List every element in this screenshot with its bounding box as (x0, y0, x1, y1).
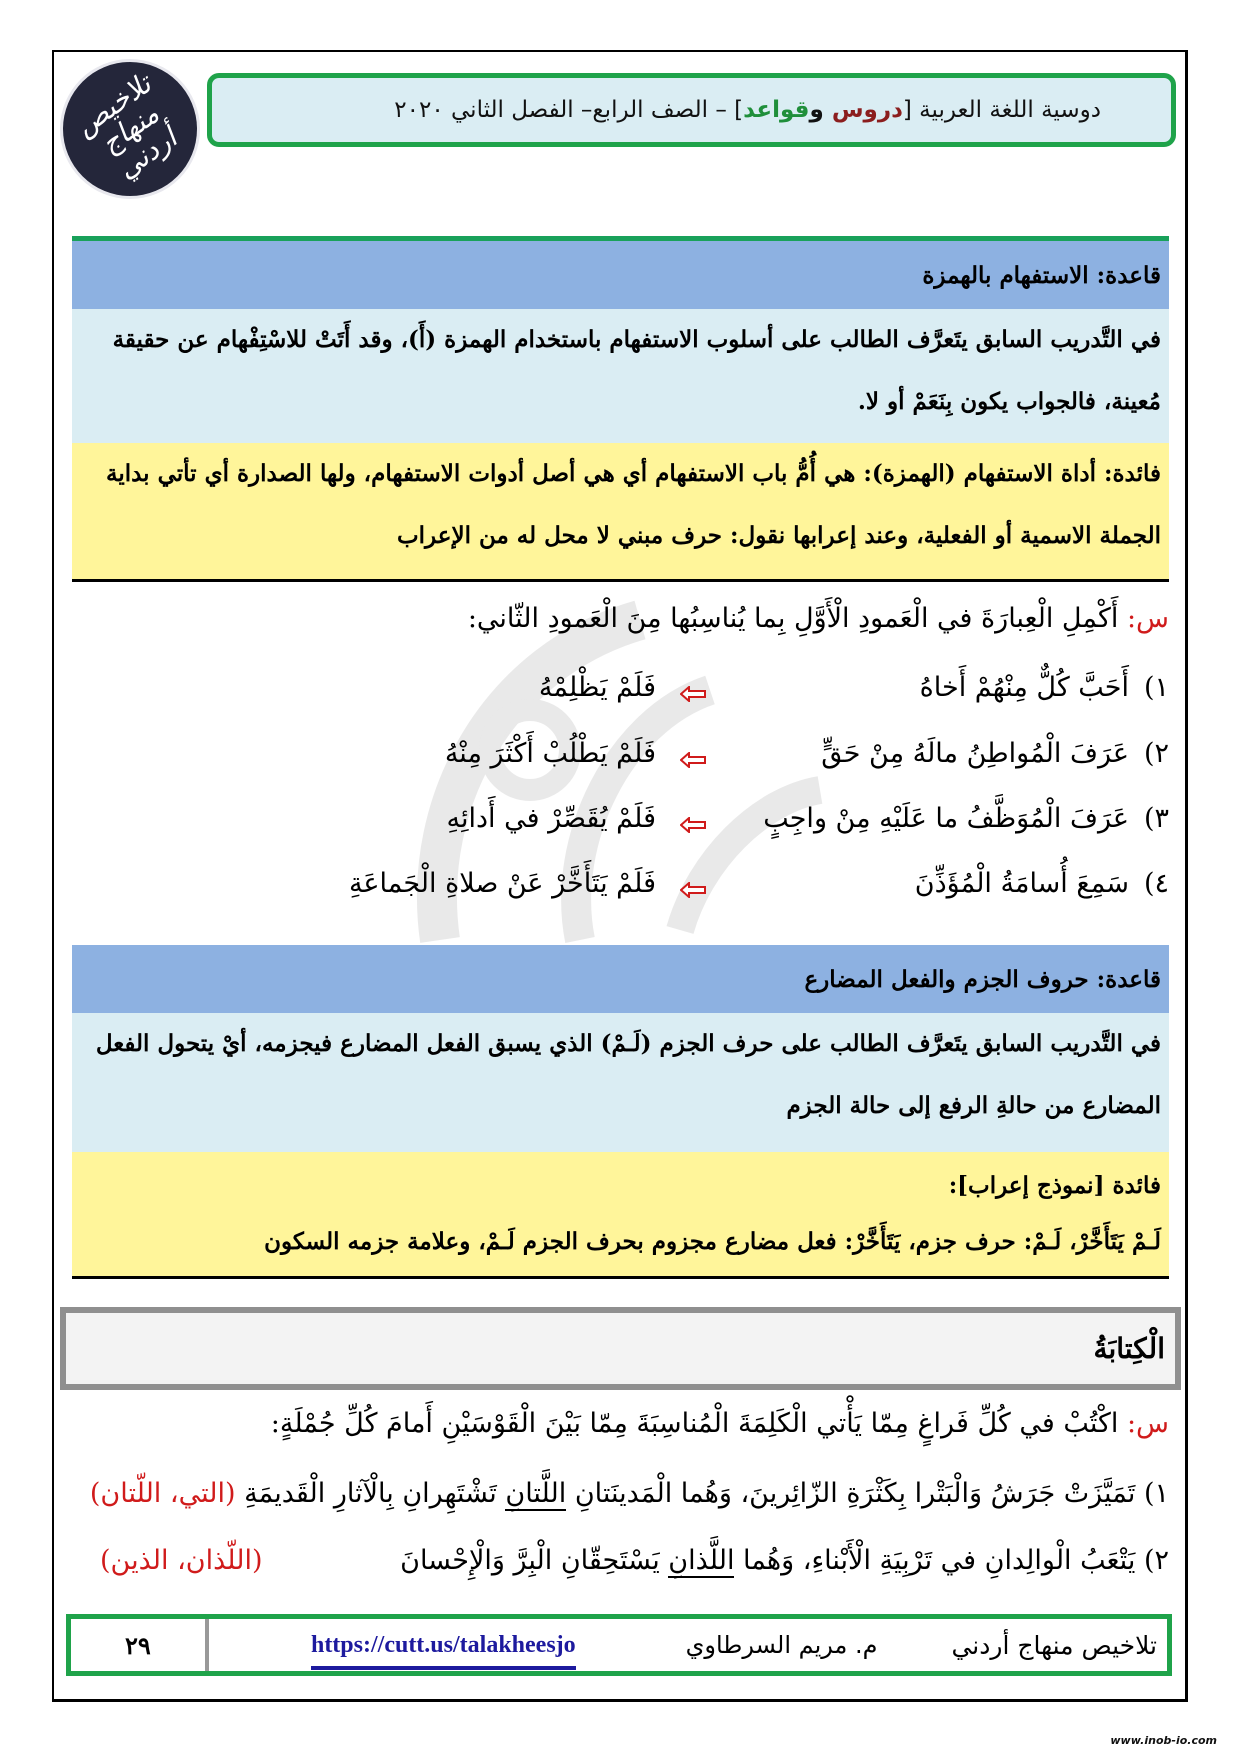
writing-item (72, 1478, 1169, 1509)
rule2-benefit (72, 1152, 1169, 1276)
footer-link-text[interactable]: https://cutt.us/talakheesjo (311, 1632, 576, 1670)
rule2-section (72, 945, 1169, 1279)
title-green: قواعد (743, 97, 810, 123)
title-prefix: دوسية اللغة العربية [ (902, 97, 1101, 123)
benefit-title: فائدة [نموذج إعراب]: (948, 1172, 1161, 1199)
rule2-heading: قاعدة: حروف الجزم والفعل المضارع (72, 945, 1169, 1013)
answer-blank[interactable]: اللَّتانِ (505, 1478, 567, 1509)
exercise-first-column-item (763, 803, 1169, 834)
first-column-text: عَرَفَ الْمُوَظَّفُ ما عَلَيْهِ مِنْ واجِبٍ (763, 803, 1129, 834)
left-arrow-icon (680, 817, 706, 833)
writing-question (72, 1408, 1169, 1439)
question-text: أَكْمِلِ الْعِبارَةَ في الْعَمودِ الْأَوَّلِ بِما يُناسِبُها مِنَ الْعَمودِ الثّاني: (467, 603, 1119, 634)
title-suffix: ] – الصف الرابع– الفصل الثاني ٢٠٢٠ (394, 97, 744, 123)
question-text: اكْتُبْ في كُلِّ فَراغٍ مِمّا يَأْتي الْكَلِمَةَ الْمُناسِبَةَ مِمّا بَيْنَ الْقَوْسَيْنِ أَمامَ كُلِّ جُمْلَةٍ: (270, 1408, 1119, 1439)
item-number: ٢) (1143, 738, 1169, 769)
page-number: ٢٩ (124, 1630, 151, 1660)
exercise-first-column-item (915, 868, 1169, 899)
exercise1-question (72, 603, 1169, 634)
first-column-text: عَرَفَ الْمُواطِنُ مالَهُ مِنْ حَقٍّ (821, 738, 1129, 769)
left-arrow-icon (680, 752, 706, 768)
footer-author: م. مريم السرطاوي (685, 1631, 878, 1659)
site-watermark[interactable]: www.inob-io.com (1110, 1734, 1217, 1747)
item-number: ٤) (1143, 868, 1169, 899)
rule1-heading: قاعدة: الاستفهام بالهمزة (72, 236, 1169, 309)
left-arrow-icon (680, 882, 706, 898)
item-text-before: يَتْعَبُ الْوالِدانِ في تَرْبِيَةِ الْأَبْناءِ، وَهُما (734, 1545, 1136, 1576)
logo-text: تلاخيص منهاج أردني (68, 66, 183, 186)
item-options: (اللّذان، الذين) (100, 1545, 263, 1576)
item-number: ١) (1143, 672, 1169, 703)
footer (66, 1614, 1172, 1676)
exercise-first-column-item (920, 672, 1169, 703)
benefit-body: لَـمْ يَتَأَخَّرْ، لَـمْ: حرف جزم، يَتَأَخَّرْ: فعل مضارع مجزوم بحرف الجزم لَـمْ، وعلامة جزمه السكون (264, 1228, 1161, 1255)
rule1-body: في التَّدريب السابق يتَعرَّف الطالب على أسلوب الاستفهام باستخدام الهمزة (أَ)، وقد أَتَتْ للاسْتِفْهام عن حقيقة مُعينة، فالجواب يكون بِنَعَمْ أو لا. (72, 309, 1169, 443)
item-text-after: تَشْتَهِرانِ بِالْآثارِ الْقَديمَةِ (244, 1478, 506, 1509)
question-mark-label: س: (1126, 603, 1169, 634)
exercise-second-column-item: فَلَمْ يَتَأَخَّرْ عَنْ صلاةِ الْجَماعَةِ (348, 868, 656, 899)
exercise-second-column-item: فَلَمْ يُقَصِّرْ في أَدائِهِ (446, 803, 656, 834)
item-number: ١) (1143, 1478, 1169, 1509)
item-text-after: يَسْتَحِقّانِ الْبِرَّ وَالْإِحْسانَ (400, 1545, 669, 1576)
divider (72, 579, 1169, 582)
rule2-body: في التَّدريب السابق يتَعرَّف الطالب على حرف الجزم (لَـمْ) الذي يسبق الفعل المضارع فيجزمه، أيْ يتحول الفعل المضارع من حالةِ الرفع إلى حالة الجزم (72, 1013, 1169, 1152)
logo (63, 62, 197, 196)
item-number: ٣) (1143, 803, 1169, 834)
title-and: و (809, 97, 832, 123)
left-arrow-icon (680, 686, 706, 702)
first-column-text: سَمِعَ أُسامَةُ الْمُؤَذِّنَ (914, 868, 1129, 899)
writing-item (72, 1545, 1169, 1576)
answer-blank[interactable]: اللَّذانِ (668, 1545, 735, 1576)
title-red: دروس (831, 97, 903, 123)
exercise-second-column-item: فَلَمْ يَطْلُبْ أَكْثَرَ مِنْهُ (444, 738, 656, 769)
footer-link[interactable] (209, 1632, 678, 1659)
header-box (207, 73, 1176, 147)
watermark-logo-icon (380, 600, 860, 960)
item-text-before: تَمَيَّزَتْ جَرَشُ وَالْبَتْرا بِكَثْرَةِ الزّائِرينَ، وَهُما الْمَدينَتانِ (566, 1478, 1136, 1509)
footer-divider (205, 1619, 209, 1671)
item-options: (التي، اللّتان) (89, 1478, 236, 1509)
question-mark-label: س: (1126, 1408, 1169, 1439)
exercise-first-column-item (821, 738, 1169, 769)
exercise-second-column-item: فَلَمْ يَظْلِمْهُ (538, 672, 656, 703)
first-column-text: أَحَبَّ كُلٌّ مِنْهُمْ أَخاهُ (919, 672, 1129, 703)
footer-brand: تلاخيص منهاج أردني (951, 1630, 1157, 1660)
item-number: ٢) (1143, 1545, 1169, 1576)
page-title (394, 97, 1101, 123)
writing-heading: الْكِتابَةُ (60, 1307, 1181, 1390)
rule1-benefit: فائدة: أداة الاستفهام (الهمزة): هي أُمُّ باب الاستفهام أي هي أصل أدوات الاستفهام، ولها الصدارة أي تأتي بداية الجملة الاسمية أو الفعلية، وعند إعرابها نقول: حرف مبني لا محل له من الإعراب (72, 443, 1169, 579)
rule1-section (72, 236, 1169, 582)
divider (72, 1276, 1169, 1279)
